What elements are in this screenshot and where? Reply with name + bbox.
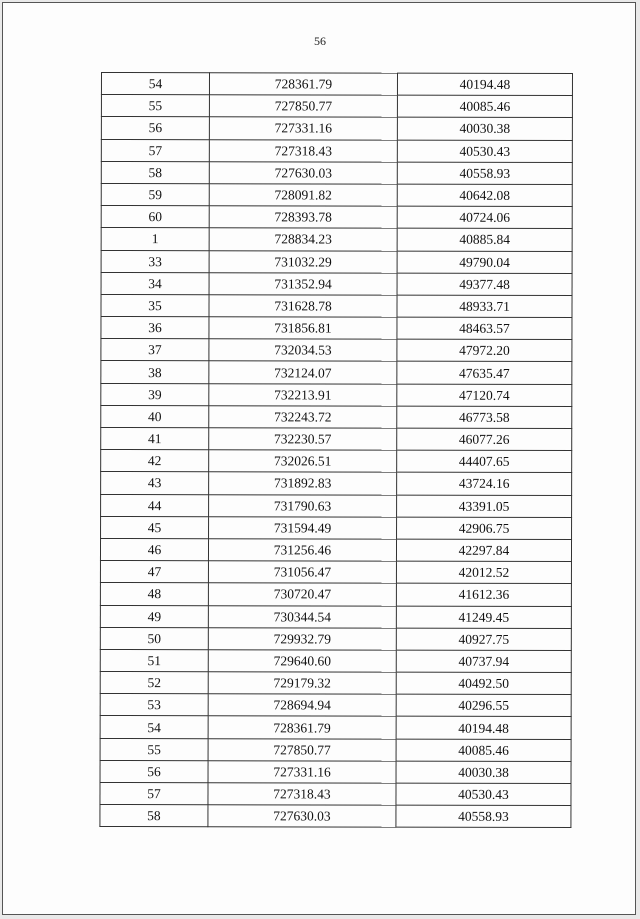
point-number-cell: 42 (101, 450, 209, 472)
table-row (101, 228, 572, 251)
x-coordinate-cell: 732213.91 (209, 383, 397, 406)
y-coordinate-cell: 48933.71 (397, 295, 572, 318)
x-coordinate-cell: 728834.23 (209, 228, 397, 251)
x-coordinate-cell: 728393.78 (209, 206, 397, 229)
x-coordinate-cell: 732026.51 (209, 450, 397, 473)
x-coordinate-cell: 728091.82 (209, 184, 397, 207)
y-coordinate-cell: 40927.75 (396, 628, 571, 651)
x-coordinate-cell: 727630.03 (208, 805, 396, 828)
y-coordinate-cell: 40885.84 (397, 228, 572, 251)
table-row (101, 516, 572, 539)
point-number-cell: 45 (101, 516, 209, 538)
y-coordinate-cell: 41249.45 (396, 606, 571, 629)
page-number: 56 (314, 34, 326, 48)
x-coordinate-cell: 729640.60 (208, 650, 396, 673)
x-coordinate-cell: 727850.77 (209, 95, 397, 118)
coordinates-table (99, 72, 573, 828)
y-coordinate-cell: 47972.20 (397, 339, 572, 362)
x-coordinate-cell: 731056.47 (208, 561, 396, 584)
y-coordinate-cell: 46077.26 (397, 428, 572, 451)
table-row (100, 627, 571, 650)
table-row (100, 738, 571, 761)
table-row (101, 117, 572, 140)
x-coordinate-cell: 732034.53 (209, 339, 397, 362)
table-row (101, 250, 572, 273)
point-number-cell: 55 (101, 95, 209, 117)
y-coordinate-cell: 40642.08 (397, 184, 572, 207)
x-coordinate-cell: 731790.63 (209, 494, 397, 517)
point-number-cell: 54 (100, 716, 208, 738)
x-coordinate-cell: 727318.43 (208, 783, 396, 806)
y-coordinate-cell: 42297.84 (396, 539, 571, 562)
point-number-cell: 56 (100, 760, 208, 782)
table-row (101, 405, 572, 428)
table-row (100, 672, 571, 695)
y-coordinate-cell: 40558.93 (397, 162, 572, 185)
table-row (101, 161, 572, 184)
y-coordinate-cell: 40558.93 (396, 805, 571, 828)
table-row (100, 760, 571, 783)
x-coordinate-cell: 732230.57 (209, 428, 397, 451)
y-coordinate-cell: 40296.55 (396, 694, 571, 717)
y-coordinate-cell: 42012.52 (396, 561, 571, 584)
y-coordinate-cell: 47635.47 (397, 362, 572, 385)
table-row (101, 272, 572, 295)
x-coordinate-cell: 727331.16 (208, 761, 396, 784)
x-coordinate-cell: 730344.54 (208, 605, 396, 628)
point-number-cell: 38 (101, 361, 209, 383)
point-number-cell: 57 (101, 139, 209, 161)
y-coordinate-cell: 40737.94 (396, 650, 571, 673)
table-row (100, 716, 571, 739)
point-number-cell: 51 (100, 649, 208, 671)
table-row (100, 694, 571, 717)
x-coordinate-cell: 728361.79 (209, 73, 397, 96)
y-coordinate-cell: 40194.48 (397, 73, 572, 96)
x-coordinate-cell: 731256.46 (208, 539, 396, 562)
point-number-cell: 53 (100, 694, 208, 716)
y-coordinate-cell: 43724.16 (397, 472, 572, 495)
point-number-cell: 57 (100, 782, 208, 804)
y-coordinate-cell: 41612.36 (396, 583, 571, 606)
x-coordinate-cell: 730720.47 (208, 583, 396, 606)
point-number-cell: 33 (101, 250, 209, 272)
x-coordinate-cell: 728361.79 (208, 716, 396, 739)
x-coordinate-cell: 732124.07 (209, 361, 397, 384)
y-coordinate-cell: 48463.57 (397, 317, 572, 340)
point-number-cell: 52 (100, 672, 208, 694)
table-row (101, 428, 572, 451)
x-coordinate-cell: 728694.94 (208, 694, 396, 717)
y-coordinate-cell: 40724.06 (397, 206, 572, 229)
y-coordinate-cell: 40085.46 (396, 739, 571, 762)
table-row (101, 472, 572, 495)
table-row (100, 649, 571, 672)
x-coordinate-cell: 729932.79 (208, 627, 396, 650)
point-number-cell: 34 (101, 272, 209, 294)
table-row (101, 317, 572, 340)
table-row (101, 294, 572, 317)
table-row (100, 538, 571, 561)
x-coordinate-cell: 731352.94 (209, 272, 397, 295)
x-coordinate-cell: 729179.32 (208, 672, 396, 695)
x-coordinate-cell: 727850.77 (208, 738, 396, 761)
point-number-cell: 41 (101, 428, 209, 450)
table-row (101, 183, 572, 206)
point-number-cell: 39 (101, 383, 209, 405)
y-coordinate-cell: 40492.50 (396, 672, 571, 695)
y-coordinate-cell: 40030.38 (397, 117, 572, 140)
point-number-cell: 40 (101, 405, 209, 427)
coordinates-table-body (100, 73, 573, 828)
x-coordinate-cell: 731032.29 (209, 250, 397, 273)
point-number-cell: 59 (101, 183, 209, 205)
table-row (100, 782, 571, 805)
y-coordinate-cell: 40530.43 (397, 140, 572, 163)
table-row (101, 450, 572, 473)
y-coordinate-cell: 40030.38 (396, 761, 571, 784)
table-row (101, 95, 572, 118)
y-coordinate-cell: 40530.43 (396, 783, 571, 806)
point-number-cell: 49 (100, 605, 208, 627)
y-coordinate-cell: 44407.65 (397, 450, 572, 473)
table-row (101, 339, 572, 362)
x-coordinate-cell: 727318.43 (209, 139, 397, 162)
y-coordinate-cell: 46773.58 (397, 406, 572, 429)
point-number-cell: 37 (101, 339, 209, 361)
point-number-cell: 35 (101, 294, 209, 316)
point-number-cell: 43 (101, 472, 209, 494)
table-row (101, 494, 572, 517)
y-coordinate-cell: 47120.74 (397, 384, 572, 407)
point-number-cell: 58 (101, 161, 209, 183)
point-number-cell: 36 (101, 317, 209, 339)
point-number-cell: 50 (100, 627, 208, 649)
x-coordinate-cell: 727630.03 (209, 161, 397, 184)
table-row (101, 73, 572, 96)
point-number-cell: 56 (101, 117, 209, 139)
y-coordinate-cell: 49377.48 (397, 273, 572, 296)
table-row (100, 583, 571, 606)
point-number-cell: 55 (100, 738, 208, 760)
point-number-cell: 1 (101, 228, 209, 250)
x-coordinate-cell: 731856.81 (209, 317, 397, 340)
point-number-cell: 54 (101, 73, 209, 95)
x-coordinate-cell: 731628.78 (209, 295, 397, 318)
point-number-cell: 46 (100, 538, 208, 560)
table-row (101, 206, 572, 229)
point-number-cell: 58 (100, 805, 208, 827)
table-row (101, 139, 572, 162)
x-coordinate-cell: 731892.83 (209, 472, 397, 495)
point-number-cell: 44 (101, 494, 209, 516)
y-coordinate-cell: 42906.75 (397, 517, 572, 540)
table-row (100, 605, 571, 628)
y-coordinate-cell: 49790.04 (397, 251, 572, 274)
point-number-cell: 47 (100, 561, 208, 583)
table-row (101, 361, 572, 384)
point-number-cell: 60 (101, 206, 209, 228)
x-coordinate-cell: 731594.49 (209, 516, 397, 539)
table-row (101, 383, 572, 406)
y-coordinate-cell: 40194.48 (396, 717, 571, 740)
x-coordinate-cell: 732243.72 (209, 406, 397, 429)
table-row (100, 561, 571, 584)
x-coordinate-cell: 727331.16 (209, 117, 397, 140)
point-number-cell: 48 (100, 583, 208, 605)
y-coordinate-cell: 40085.46 (397, 95, 572, 118)
y-coordinate-cell: 43391.05 (397, 495, 572, 518)
table-row (100, 805, 571, 828)
